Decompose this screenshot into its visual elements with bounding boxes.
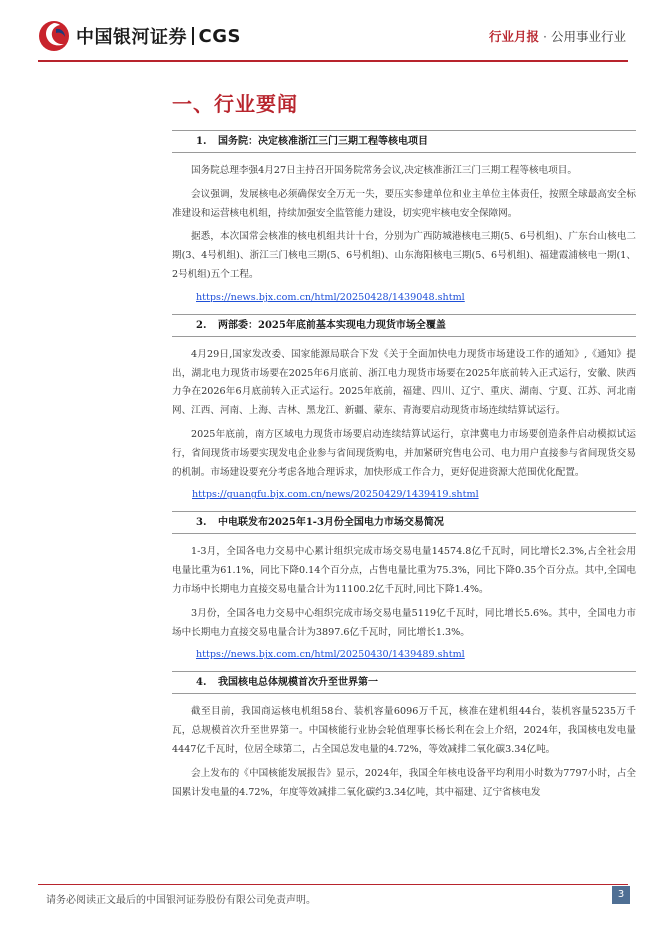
news-item-title <box>172 130 636 153</box>
news-item-heading: 我国核电总体规模首次升至世界第一 <box>218 677 378 689</box>
section-title: 一、行业要闻 <box>172 92 298 116</box>
page-number: 3 <box>612 886 630 904</box>
news-item-number: 3. <box>196 517 207 529</box>
news-item-heading: 中电联发布2025年1-3月份全国电力市场交易简况 <box>218 517 444 529</box>
news-paragraph: 截至目前，我国商运核电机组58台、装机容量6096万千瓦，核准在建机组44台，装机容量5235万千瓦，总规模首次升至世界第一。中国核能行业协会轮值理事长杨长利在会上介绍，2024年，我国核电发电量4447亿千瓦时，位居全球第二，占全国总发电量的4.72%，等效减排二氧化碳3.34亿吨。 <box>172 706 636 755</box>
news-paragraph: 据悉，本次国常会核准的核电机组共计十台，分别为广西防城港核电三期(5、6号机组)、广东台山核电二期(3、4号机组)、浙江三门核电三期(5、6号机组)、山东海阳核电三期(5、6号机组)、福建霞浦核电一期(1、2号机组)五个工程。 <box>172 231 636 280</box>
footer-divider <box>38 884 628 885</box>
news-paragraph: 2025年底前，南方区域电力现货市场要启动连续结算试运行，京津冀电力市场要创造条件启动模拟试运行，省间现货市场要实现发电企业参与省间现货购电，并加紧研究售电公司、电力用户直接参与省间现货交易的机制。市场建设要充分考虑各地合理诉求，加快形成工作合力，更好促进资源大范围优化配置。 <box>172 428 636 478</box>
source-link[interactable]: https://guangfu.bjx.com.cn/news/20250429/1439419.shtml <box>192 489 479 501</box>
header-divider <box>38 60 628 62</box>
header-separator: · <box>543 29 547 44</box>
news-paragraph: 会上发布的《中国核能发展报告》显示，2024年，我国全年核电设备平均利用小时数为7797小时，占全国累计发电量的4.72%，年度等效减排二氧化碳约3.34亿吨，其中福建、辽宁省核电发 <box>172 767 636 798</box>
logo-divider <box>192 27 194 45</box>
source-link[interactable]: https://news.bjx.com.cn/html/20250430/1439489.shtml <box>196 649 465 661</box>
news-paragraph: 4月29日,国家发改委、国家能源局联合下发《关于全面加快电力现货市场建设工作的通知》,《通知》提出，湖北电力现货市场要在2025年6月底前、浙江电力现货市场要在2025年底前转入正式运行，安徽、陕西力争在2026年6月底前转入正式运行。2025年底前，福建、四川、辽宁、重庆、湖南、宁夏、江苏、河北南网、江西、河南、上海、吉林、黑龙江、新疆、蒙东、青海要启动现货市场连续结算试运行。 <box>172 348 636 417</box>
news-item-number: 2. <box>196 319 207 331</box>
news-item-number: 1. <box>196 136 207 147</box>
footer-disclaimer: 请务必阅读正文最后的中国银河证券股份有限公司免责声明。 <box>46 895 316 906</box>
cgs-logo-icon <box>38 20 70 52</box>
news-paragraph: 国务院总理李强4月27日主持召开国务院常务会议,决定核准浙江三门三期工程等核电项目。 <box>191 165 577 176</box>
news-item-title <box>172 671 636 694</box>
report-sector: 公用事业行业 <box>550 29 626 44</box>
news-item-heading: 国务院：决定核准浙江三门三期工程等核电项目 <box>218 136 428 147</box>
logo-english-name: CGS <box>198 25 241 47</box>
news-item-title <box>172 314 636 337</box>
news-item-number: 4. <box>196 677 207 689</box>
news-item-heading: 两部委：2025年底前基本实现电力现货市场全覆盖 <box>218 319 446 331</box>
report-category <box>489 27 626 45</box>
company-logo <box>38 20 241 52</box>
news-paragraph: 会议强调，发展核电必须确保安全万无一失，要压实参建单位和业主单位主体责任，按照全球最高安全标准建设和运营核电机组，持续加强安全监管能力建设，切实兜牢核电安全保障网。 <box>172 188 636 219</box>
news-item-title <box>172 511 636 534</box>
main-content <box>172 82 636 807</box>
news-paragraph: 1-3月，全国各电力交易中心累计组织完成市场交易电量14574.8亿千瓦时，同比增长2.3%,占全社会用电量比重为61.1%，同比下降0.14个百分点，占售电量比重为75.3%，同比下降0.35个百分点。其中,全国电力市场中长期电力直接交易电量合计为11100.2亿千瓦时,同比下降1.4%。 <box>172 546 636 595</box>
source-link[interactable]: https://news.bjx.com.cn/html/20250428/1439048.shtml <box>196 291 465 303</box>
page-header <box>0 0 662 66</box>
news-paragraph: 3月份，全国各电力交易中心组织完成市场交易电量5119亿千瓦时，同比增长5.6%。其中，全国电力市场中长期电力直接交易电量合计为3897.6亿千瓦时，同比增长1.3%。 <box>172 607 636 638</box>
report-type: 行业月报 <box>488 29 539 44</box>
logo-chinese-name: 中国银河证券 <box>76 27 187 48</box>
